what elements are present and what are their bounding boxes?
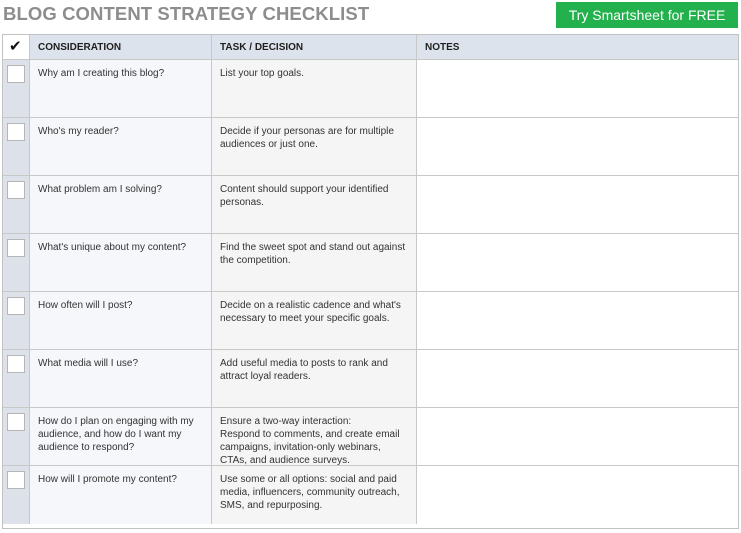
check-cell [3,234,30,291]
notes-cell[interactable] [417,350,738,407]
table-row [3,234,738,292]
checkbox[interactable] [7,239,25,257]
checkbox[interactable] [7,181,25,199]
check-cell [3,408,30,465]
table-row [3,292,738,350]
notes-cell[interactable] [417,466,738,524]
checkmark-icon: ✔ [9,38,22,55]
check-cell [3,60,30,117]
check-header [3,35,30,59]
table-row [3,408,738,466]
checkbox[interactable] [7,297,25,315]
task-cell: Find the sweet spot and stand out against the competition. [212,234,417,291]
table-row [3,350,738,408]
checkbox[interactable] [7,123,25,141]
notes-header: NOTES [417,35,738,59]
table-header-row [3,35,738,60]
task-cell: Decide on a realistic cadence and what's necessary to meet your specific goals. [212,292,417,349]
checkbox[interactable] [7,65,25,83]
notes-cell[interactable] [417,118,738,175]
consideration-cell: What problem am I solving? [30,176,212,233]
consideration-cell: Who's my reader? [30,118,212,175]
task-cell: List your top goals. [212,60,417,117]
check-cell [3,350,30,407]
task-cell: Use some or all options: social and paid media, influencers, community outreach, SMS, and repurposing. [212,466,417,524]
notes-cell[interactable] [417,60,738,117]
task-header: TASK / DECISION [212,35,417,59]
notes-cell[interactable] [417,408,738,465]
table-row [3,118,738,176]
task-cell: Decide if your personas are for multiple audiences or just one. [212,118,417,175]
consideration-cell: What media will I use? [30,350,212,407]
consideration-cell: How do I plan on engaging with my audience, and how do I want my audience to respond? [30,408,212,465]
table-row [3,466,738,524]
page-title: BLOG CONTENT STRATEGY CHECKLIST [3,3,370,24]
consideration-cell: How often will I post? [30,292,212,349]
notes-cell[interactable] [417,292,738,349]
consideration-cell: What's unique about my content? [30,234,212,291]
check-cell [3,292,30,349]
try-smartsheet-button[interactable]: Try Smartsheet for FREE [556,2,738,28]
task-cell: Add useful media to posts to rank and attract loyal readers. [212,350,417,407]
consideration-cell: How will I promote my content? [30,466,212,524]
checkbox[interactable] [7,471,25,489]
checkbox[interactable] [7,355,25,373]
task-cell: Content should support your identified personas. [212,176,417,233]
check-cell [3,466,30,524]
notes-cell[interactable] [417,176,738,233]
consideration-header: CONSIDERATION [30,35,212,59]
consideration-cell: Why am I creating this blog? [30,60,212,117]
checklist-table [2,34,739,529]
check-cell [3,176,30,233]
table-row [3,176,738,234]
notes-cell[interactable] [417,234,738,291]
checkbox[interactable] [7,413,25,431]
table-row [3,60,738,118]
task-cell: Ensure a two-way interaction: Respond to comments, and create email campaigns, invitation-only webinars, CTAs, and audience surveys. [212,408,417,465]
check-cell [3,118,30,175]
